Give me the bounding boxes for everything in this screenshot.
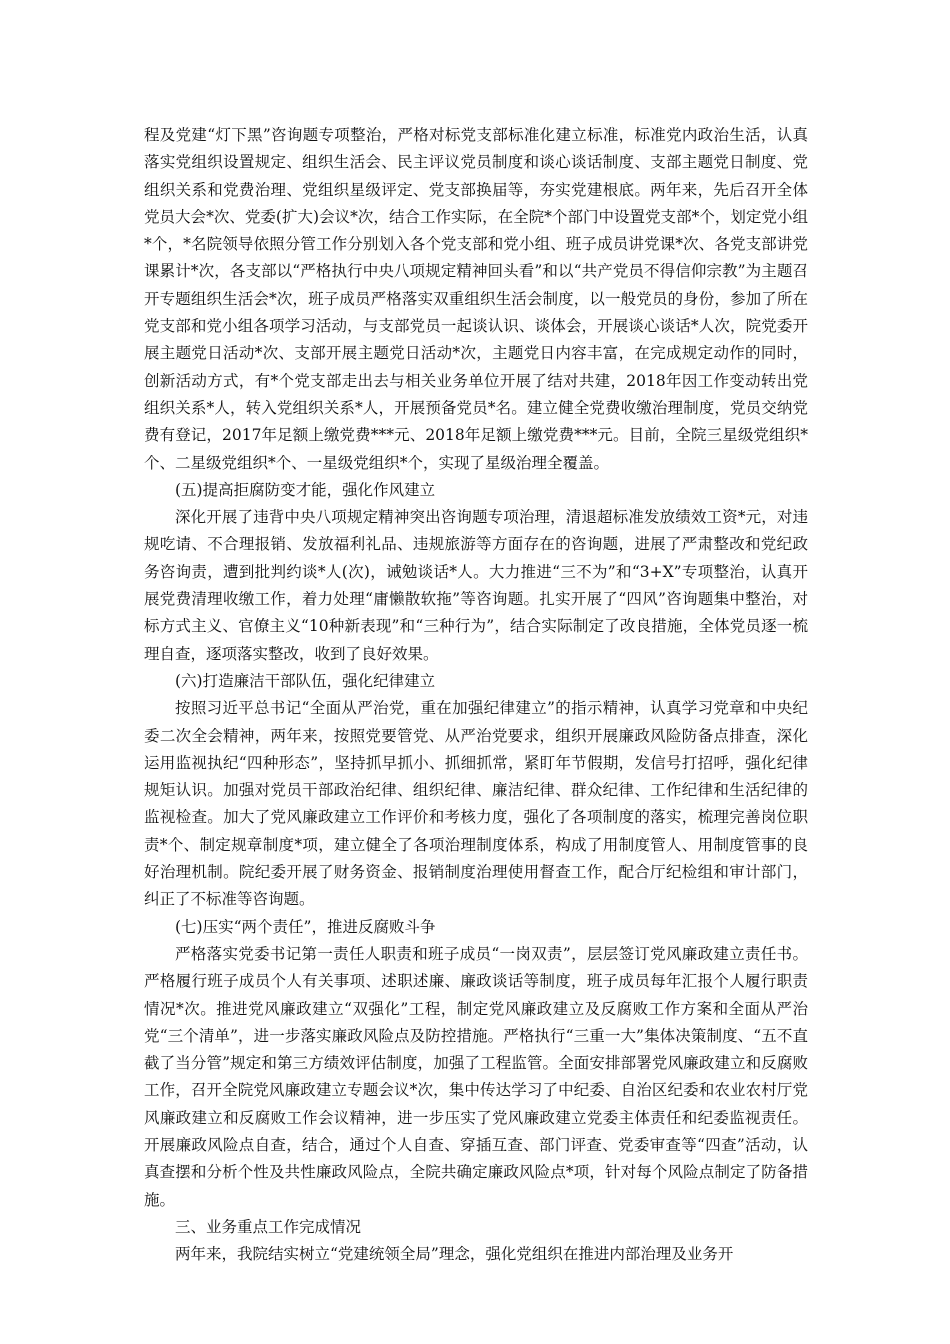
body-paragraph: 两年来，我院结实树立“党建统领全局”理念，强化党组织在推进内部治理及业务开: [175, 1245, 734, 1264]
section-heading: (七)压实“两个责任”，推进反腐败斗争: [175, 917, 436, 936]
body-paragraph: 按照习近平总书记“全面从严治党，重在加强纪律建立”的指示精神，认真学习党章和中央纪委二次全会精神，两年来，按照党要管党、从严治党要求，组织开展廉政风险防备点排查，深化运用监视执纪“四种形态”，坚持抓早抓小、抓细抓常，紧盯年节假期，发信号打招呼，强化纪律规矩认识。加强对党员干部政治纪律、组织纪律、廉洁纪律、群众纪律、工作纪律和生活纪律的监视检查。加大了党风廉政建立工作评价和考核力度，强化了各项制度的落实，梳理完善岗位职责*个、制定规章制度*项，建立健全了各项治理制度体系，构成了用制度管人、用制度管事的良好治理机制。院纪委开展了财务资金、报销制度治理使用督查工作，配合厅纪检组和审计部门，纠正了不标准等咨询题。: [144, 699, 808, 909]
section-heading: (六)打造廉洁干部队伍，强化纪律建立: [175, 671, 436, 690]
section-heading: 三、业务重点工作完成情况: [175, 1217, 362, 1236]
body-paragraph: 严格落实党委书记第一责任人职责和班子成员“一岗双责”，层层签订党风廉政建立责任书。严格履行班子成员个人有关事项、述职述廉、廉政谈话等制度，班子成员每年汇报个人履行职责情况*次。推进党风廉政建立“双强化”工程，制定党风廉政建立及反腐败工作方案和全面从严治党“三个清单”，进一步落实廉政风险点及防控措施。严格执行“三重一大”集体决策制度、“五不直截了当分管”规定和第三方绩效评估制度，加强了工程监管。全面安排部署党风廉政建立和反腐败工作，召开全院党风廉政建立专题会议*次，集中传达学习了中纪委、自治区纪委和农业农村厅党风廉政建立和反腐败工作会议精神，进一步压实了党风廉政建立党委主体责任和纪委监视责任。开展廉政风险点自查，结合，通过个人自查、穿插互查、部门评查、党委审查等“四查”活动，认真查摆和分析个性及共性廉政风险点，全院共确定廉政风险点*项，针对每个风险点制定了防备措施。: [144, 944, 808, 1209]
body-paragraph: 深化开展了违背中央八项规定精神突出咨询题专项治理，清退超标准发放绩效工资*元，对违规吃请、不合理报销、发放福利礼品、违规旅游等方面存在的咨询题，进展了严肃整改和党纪政务咨询责，遭到批判约谈*人(次)，诫勉谈话*人。大力推进“三不为”和“3+X”专项整治，认真开展党费清理收缴工作，着力处理“庸懒散软拖”等咨询题。扎实开展了“四风”咨询题集中整治，对标方式主义、官僚主义“10种新表现”和“三种行为”，结合实际制定了改良措施，全体党员逐一梳理自查，逐项落实整改，收到了良好效果。: [144, 508, 808, 663]
section-heading: (五)提高拒腐防变才能，强化作风建立: [175, 480, 436, 499]
document-page: [144, 122, 808, 1268]
body-paragraph: 程及党建“灯下黑”咨询题专项整治，严格对标党支部标准化建立标准，标准党内政治生活，认真落实党组织设置规定、组织生活会、民主评议党员制度和谈心谈话制度、支部主题党日制度、党组织关系和党费治理、党组织星级评定、党支部换届等，夯实党建根底。两年来，先后召开全体党员大会*次、党委(扩大)会议*次，结合工作实际，在全院*个部门中设置党支部*个，划定党小组*个，*名院领导依照分管工作分别划入各个党支部和党小组、班子成员讲党课*次、各党支部讲党课累计*次，各支部以“严格执行中央八项规定精神回头看”和以“共产党员不得信仰宗教”为主题召开专题组织生活会*次，班子成员严格落实双重组织生活会制度，以一般党员的身份，参加了所在党支部和党小组各项学习活动，与支部党员一起谈认识、谈体会，开展谈心谈话*人次，院党委开展主题党日活动*次、支部开展主题党日活动*次，主题党日内容丰富，在完成规定动作的同时，创新活动方式，有*个党支部走出去与相关业务单位开展了结对共建，2018年因工作变动转出党组织关系*人，转入党组织关系*人，开展预备党员*名。建立健全党费收缴治理制度，党员交纳党费有登记，2017年足额上缴党费***元、2018年足额上缴党费***元。目前，全院三星级党组织*个、二星级党组织*个、一星级党组织*个，实现了星级治理全覆盖。: [144, 126, 808, 472]
